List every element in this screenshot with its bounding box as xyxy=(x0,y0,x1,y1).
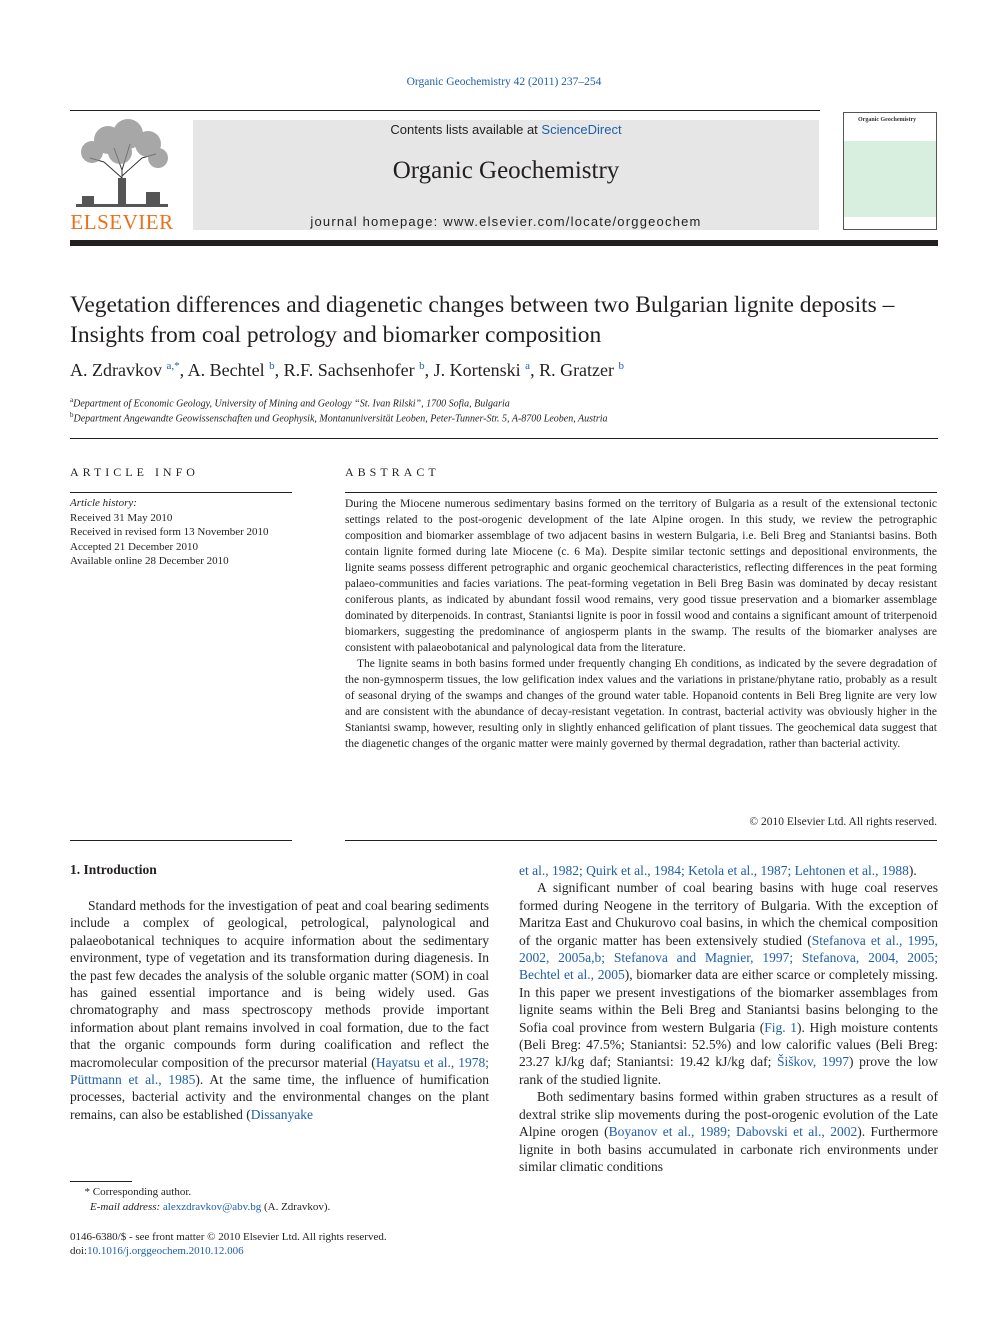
doi-link[interactable]: 10.1016/j.orggeochem.2010.12.006 xyxy=(87,1245,244,1257)
footnote-divider xyxy=(70,1181,132,1182)
journal-reference[interactable]: Organic Geochemistry 42 (2011) 237–254 xyxy=(406,76,602,88)
body-text: ) prove the low rank of the studied lignite. xyxy=(519,1054,938,1087)
section-heading: 1. Introduction xyxy=(70,862,157,877)
journal-cover-thumbnail xyxy=(843,112,937,230)
footnote-text: Corresponding author. xyxy=(92,1186,192,1198)
citation-link[interactable]: et al., 1982; Quirk et al., 1984; Ketola et al., 1987; Lehtonen et al., 1988 xyxy=(519,863,909,878)
accepted-date: Accepted 21 December 2010 xyxy=(70,540,198,553)
doi-line xyxy=(70,1245,244,1257)
body-paragraph xyxy=(519,862,938,879)
citation-link[interactable]: Hayatsu et al., 1978; Püttmann et al., 1985 xyxy=(70,1054,489,1088)
body-text: ). Furthermore lignite in both basins accumulated in carbonate rich environments under similar climatic conditions xyxy=(519,1124,939,1174)
affiliation-divider xyxy=(70,438,938,439)
tree-logo-icon xyxy=(68,118,176,210)
affiliation-a xyxy=(70,396,940,409)
body-paragraph xyxy=(519,879,938,1088)
body-text: A significant number of coal bearing basins with huge coal reserves formed during Neogene in the territory of Bulgaria. With the exception of Maritza East and Chukurovo coal basins, in which the chemical composition of the organic matter has been extensively studied ( xyxy=(519,880,938,948)
citation-link[interactable]: Dissanyake xyxy=(250,1106,313,1122)
cover-footer xyxy=(844,217,936,229)
body-column-left xyxy=(70,897,489,1123)
top-divider xyxy=(70,110,820,111)
corresponding-author-note xyxy=(70,1186,191,1198)
citation-link[interactable]: Stefanova et al., 1995, 2002, 2005a,b; Stefanova and Magnier, 1997; Stefanova, 2004, 2005; Bechtel et al., 2005 xyxy=(519,932,938,983)
author-name: A. Zdravkov xyxy=(70,360,162,380)
abstract-divider xyxy=(345,492,937,493)
author-affiliation-marker[interactable]: a,* xyxy=(166,360,180,372)
contents-prefix: Contents lists available at xyxy=(390,122,542,137)
abstract-paragraph: The lignite seams in both basins formed under frequently changing Eh conditions, as indicated by the severe degradation of the non-gymnosperm tissues, the low gelification index values and the variations in pristane/phytane ratio, probably as a result of seasonal drying of the swamps and changes of the ground water table. Hopanoid contents in Beli Breg lignite are very low and are consistent with the abundance of decay-resistant vegetation. In contrast, bacterial activity was obviously higher in the Staniantsi swamp, however, resulting only in slightly enhanced gelification of plant tissues. The geochemical data suggest that the diagenetic changes of the organic matter were mainly governed by thermal degradation, rather than bacterial activity. xyxy=(345,658,937,750)
received-date: Received 31 May 2010 xyxy=(70,511,173,524)
abstract-heading: ABSTRACT xyxy=(345,465,440,479)
email-suffix: (A. Zdravkov). xyxy=(263,1201,331,1213)
issn-line: 0146-6380/$ - see front matter © 2010 Elsevier Ltd. All rights reserved. xyxy=(70,1231,387,1243)
email-label: E-mail address: xyxy=(90,1201,161,1213)
body-text: ). High moisture contents (Beli Breg: 47.5%; Staniantsi: 52.5%) and low calorific values (Beli Breg: 23.27 kJ/kg daf; Staniantsi: 19.42 kJ/kg daf; xyxy=(519,1019,939,1070)
article-info-divider xyxy=(70,492,292,493)
body-text: Both sedimentary basins formed within graben structures as a result of dextral strike slip movements during the post-orogenic evolution of the Late Alpine orogen ( xyxy=(519,1089,938,1140)
journal-homepage[interactable]: journal homepage: www.elsevier.com/locate/orggeochem xyxy=(310,214,702,229)
elsevier-logo xyxy=(68,118,176,234)
body-text: ). xyxy=(908,863,917,878)
affiliation-b xyxy=(70,411,940,424)
email-note xyxy=(70,1201,330,1213)
footnote-marker: * xyxy=(84,1186,90,1198)
copyright-notice: © 2010 Elsevier Ltd. All rights reserved. xyxy=(749,816,937,828)
article-title: Vegetation differences and diagenetic changes between two Bulgarian lignite deposits – Insights from coal petrology and biomarker composition xyxy=(70,292,895,348)
author-affiliation-marker[interactable]: b xyxy=(269,360,275,372)
author-name: A. Bechtel xyxy=(187,360,265,380)
author-affiliation-marker[interactable]: b xyxy=(419,360,425,372)
revised-date: Received in revised form 13 November 2010 xyxy=(70,526,269,538)
affiliation-text: Department of Economic Geology, University of Mining and Geology “St. Ivan Rilski”, 1700 Sofia, Bulgaria xyxy=(73,398,510,410)
affiliation-marker: b xyxy=(70,411,74,419)
info-bottom-divider xyxy=(70,840,292,841)
journal-banner xyxy=(193,120,819,230)
author-name: R.F. Sachsenhofer xyxy=(283,360,415,380)
body-column-right xyxy=(519,862,938,1175)
author-name: R. Gratzer xyxy=(539,360,615,380)
doi-label: doi: xyxy=(70,1245,88,1257)
abstract-paragraph: During the Miocene numerous sedimentary basins formed on the territory of Bulgaria as a result of the extensional tectonic settings related to the post-orogenic development of the late Alpine orogen. In this study, we review the petrographic composition and biomarker assemblage of two adjacent basins in western Bulgaria, i.e. Beli Breg and Staniantsi basins. Both contain lignite formed during late Miocene (c. 6 Ma). Despite similar tectonic settings and depositional environments, the lignite seams possess different petrographic and organic geochemical characteristics, reflecting differences in the peat forming palaeo-communities and facies variations. The peat-forming vegetation in Beli Breg Basin was dominated by decay resistant coniferous plants, as indicated by abundant fossil wood remains, very good tissue preservation and a biomarker assemblage dominated by diterpenoids. In contrast, Staniantsi lignite is poor in fossil wood and contains a significant amount of triterpenoid biomarkers, suggesting the predominance of angiosperm plants in the swamp. The results of the biomarker analyses are consistent with palaeobotanical and palynological data from the literature. xyxy=(345,498,937,654)
email-link[interactable]: alexzdravkov@abv.bg xyxy=(162,1201,262,1213)
cover-title: Organic Geochemistry xyxy=(858,117,917,123)
body-text: ). At the same time, the influence of humification processes, bacterial activity and the environmental changes on the plant remains, can also be established ( xyxy=(70,1072,489,1122)
author-affiliation-marker[interactable]: b xyxy=(618,360,625,372)
affiliation-text: Department Angewandte Geowissenschaften und Geophysik, Montanuniversität Leoben, Peter-Tunner-Str. 5, A-8700 Leoben, Austria xyxy=(73,413,608,425)
body-text: Standard methods for the investigation of peat and coal bearing sediments include a complex of geological, petrological, palynological and palaeobotanical techniques to acquire information about the sedimentary environment, type of vegetation and its transformation during diagenesis. In the past few decades the analysis of the soluble organic matter (SOM) in coal has gained essential importance and is being widely used. Gas chromatography and mass spectroscopy methods provide important information about plant remains involved in coal formation, due to the fact that the organic compounds form during coalification and reflect the macromolecular composition of the precursor material ( xyxy=(70,898,489,1070)
abstract-bottom-divider xyxy=(345,840,937,841)
publisher-wordmark: ELSEVIER xyxy=(70,210,174,234)
header-rule xyxy=(70,240,938,246)
online-date: Available online 28 December 2010 xyxy=(70,555,229,567)
author-name: J. Kortenski xyxy=(433,360,521,380)
author-list: A. Zdravkov $^{a,*}$, A. Bechtel $^b$, R.F. Sachsenhofer $^b$, J. Kortenski $^a$, R. Gratzer $^b$ xyxy=(70,360,625,380)
affiliation-marker: a xyxy=(70,396,74,404)
history-label: Article history: xyxy=(70,497,137,509)
journal-name: Organic Geochemistry xyxy=(392,157,620,184)
figure-link[interactable]: Fig. 1 xyxy=(764,1019,797,1035)
sciencedirect-link[interactable]: ScienceDirect xyxy=(541,122,622,137)
article-info-heading: ARTICLE INFO xyxy=(70,465,199,479)
body-paragraph xyxy=(70,897,489,1123)
abstract-body xyxy=(345,496,937,752)
body-paragraph xyxy=(519,1088,938,1175)
article-history xyxy=(70,496,300,569)
citation-link[interactable]: Boyanov et al., 1989; Dabovski et al., 2002 xyxy=(608,1124,858,1140)
body-text: ), biomarker data are either scarce or completely missing. In this paper we present investigations of the biomarker assemblages from lignite seams within the Beli Breg and Staniantsi basins belonging to the Sofia coal province from western Bulgaria ( xyxy=(519,967,939,1035)
author-affiliation-marker[interactable]: a xyxy=(525,360,531,372)
contents-line xyxy=(193,122,819,137)
citation-link[interactable]: Šiškov, 1997 xyxy=(777,1054,849,1070)
